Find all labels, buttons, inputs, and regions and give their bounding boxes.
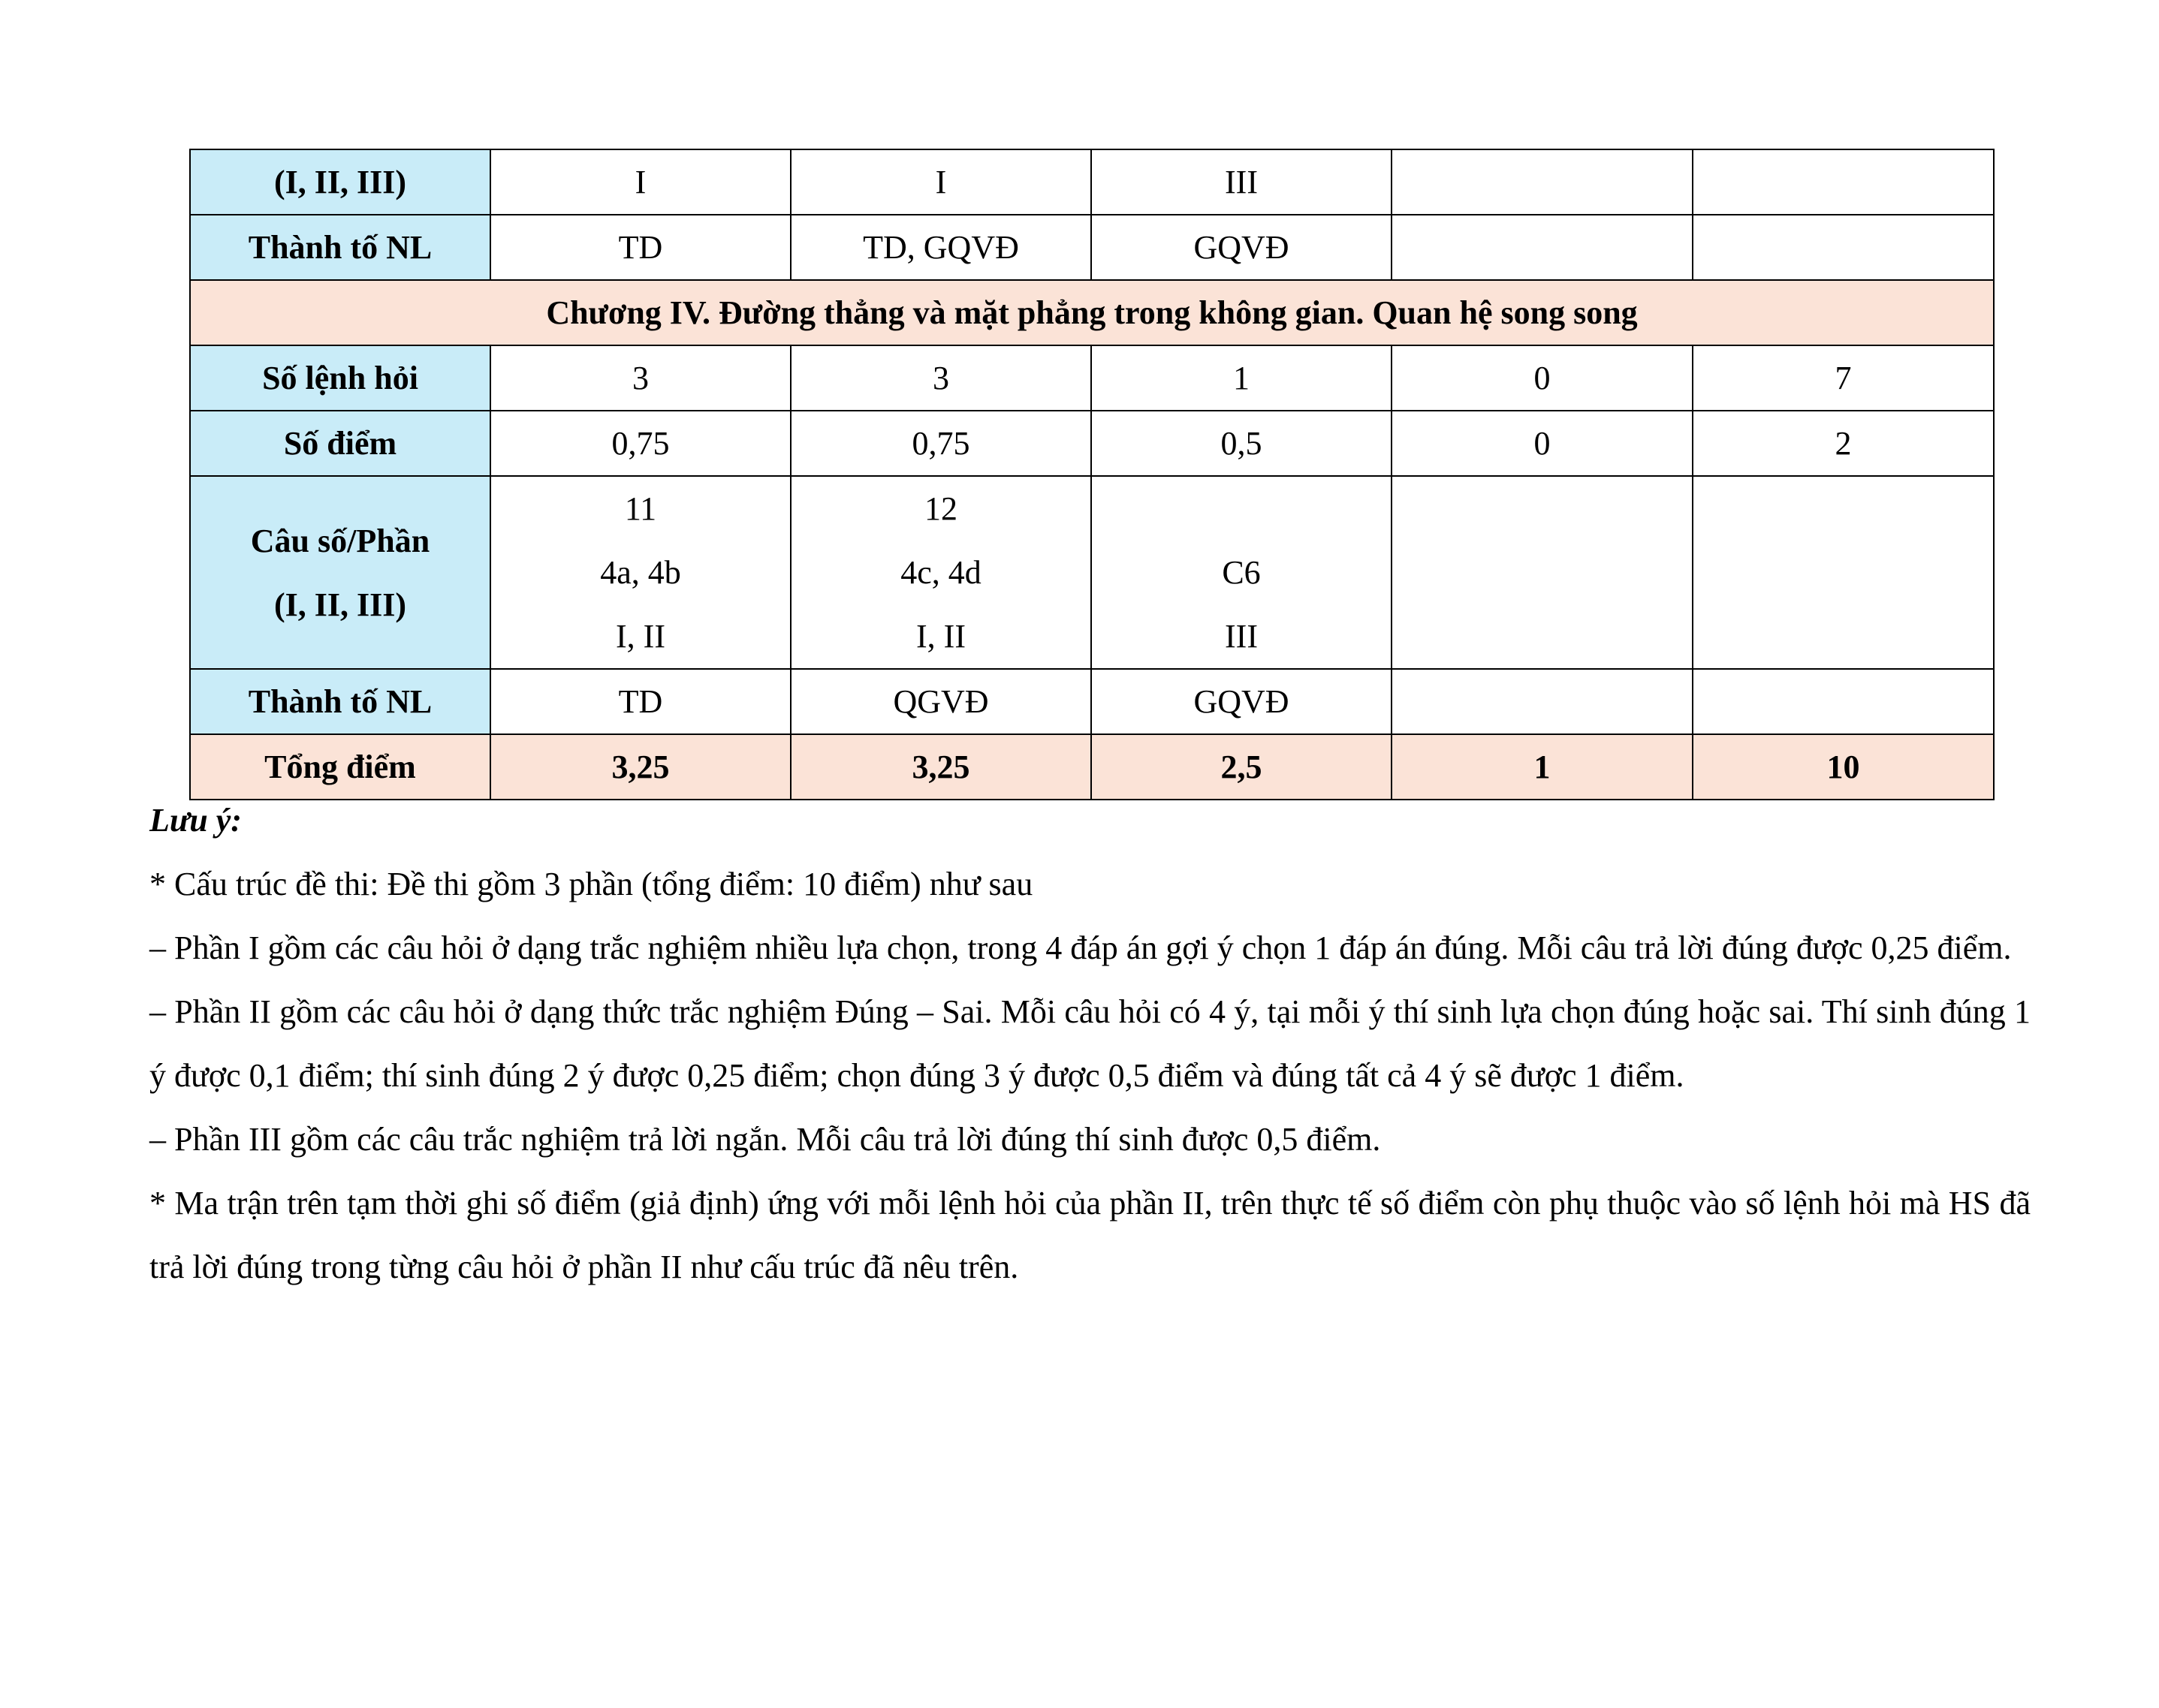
table-row-question-count [190, 345, 1994, 411]
note-matrix: * Ma trận trên tạm thời ghi số điểm (giả định) ứng với mỗi lệnh hỏi của phần II, trên thực tế số điểm còn phụ thuộc vào số lệnh hỏi mà HS đã trả lời đúng trong từng câu hỏi ở phần II như cấu trúc đã nêu trên. [149, 1185, 2031, 1285]
row-label: Số điểm [190, 411, 490, 476]
table-cell: 3,25 [791, 734, 1091, 800]
notes-title: Lưu ý: [149, 802, 242, 839]
table-cell: GQVĐ [1091, 669, 1392, 734]
row-label-line: (I, II, III) [273, 586, 407, 623]
cell-line: C6 [1222, 554, 1261, 591]
row-label: Số lệnh hỏi [190, 345, 490, 411]
table-cell: TD [490, 215, 791, 280]
table-cell [1693, 669, 1994, 734]
table-cell: III [1091, 149, 1392, 215]
table-cell: TD [490, 669, 791, 734]
table-row-question-part [190, 476, 1994, 669]
note-part-2: – Phần II gồm các câu hỏi ở dạng thức trắc nghiệm Đúng – Sai. Mỗi câu hỏi có 4 ý, tại mỗi ý thí sinh lựa chọn đúng hoặc sai. Thí sinh đúng 1 ý được 0,1 điểm; thí sinh đúng 2 ý được 0,25 điểm; chọn đúng 3 ý được 0,5 điểm và đúng tất cả 4 ý sẽ được 1 điểm. [149, 993, 2031, 1094]
row-label-line: Câu số/Phần [250, 522, 430, 559]
table-cell [1693, 476, 1994, 669]
row-label: Thành tố NL [190, 215, 490, 280]
table-row-competency [190, 215, 1994, 280]
table-cell: 1 [1392, 734, 1693, 800]
table-cell: 3 [490, 345, 791, 411]
table-cell: 0 [1392, 411, 1693, 476]
table-cell: GQVĐ [1091, 215, 1392, 280]
table-cell: 2 [1693, 411, 1994, 476]
table-row-chapter [190, 280, 1994, 345]
table-cell: 7 [1693, 345, 1994, 411]
cell-line: 4a, 4b [600, 554, 681, 591]
row-label: Tổng điểm [190, 734, 490, 800]
note-part-3: – Phần III gồm các câu trắc nghiệm trả lời ngắn. Mỗi câu trả lời đúng thí sinh được 0,5 điểm. [149, 1121, 1381, 1158]
notes-section [149, 788, 2031, 1299]
table-cell: 3 [791, 345, 1091, 411]
row-label: Thành tố NL [190, 669, 490, 734]
chapter-heading: Chương IV. Đường thẳng và mặt phẳng trong không gian. Quan hệ song song [190, 280, 1994, 345]
table-cell [1392, 476, 1693, 669]
cell-line: 11 [624, 490, 657, 527]
table-cell: QGVĐ [791, 669, 1091, 734]
cell-line: 12 [924, 490, 957, 527]
table-cell: 0,75 [490, 411, 791, 476]
row-label: (I, II, III) [190, 149, 490, 215]
table-row-part [190, 149, 1994, 215]
row-label [190, 476, 490, 669]
cell-line [1092, 477, 1391, 541]
table-cell: 2,5 [1091, 734, 1392, 800]
cell-line: I, II [916, 618, 966, 655]
table-cell: 10 [1693, 734, 1994, 800]
table-row-points [190, 411, 1994, 476]
cell-line: III [1225, 618, 1258, 655]
table-cell: 0 [1392, 345, 1693, 411]
table-cell: I [490, 149, 791, 215]
exam-matrix-table [189, 149, 1995, 800]
table-cell [1693, 149, 1994, 215]
table-cell [1091, 476, 1392, 669]
table-cell [1392, 669, 1693, 734]
table-cell: 3,25 [490, 734, 791, 800]
table-cell [1392, 215, 1693, 280]
table-cell: 0,5 [1091, 411, 1392, 476]
table-cell [490, 476, 791, 669]
cell-line: I, II [616, 618, 665, 655]
table-cell: 1 [1091, 345, 1392, 411]
table-cell [1392, 149, 1693, 215]
note-structure: * Cấu trúc đề thi: Đề thi gồm 3 phần (tổng điểm: 10 điểm) như sau [149, 866, 1033, 902]
table-cell: I [791, 149, 1091, 215]
table-row-competency [190, 669, 1994, 734]
note-part-1: – Phần I gồm các câu hỏi ở dạng trắc nghiệm nhiều lựa chọn, trong 4 đáp án gợi ý chọn 1 đáp án đúng. Mỗi câu trả lời đúng được 0,25 điểm. [149, 929, 2012, 966]
table-cell [791, 476, 1091, 669]
cell-line: 4c, 4d [900, 554, 982, 591]
table-cell [1693, 215, 1994, 280]
table-cell: 0,75 [791, 411, 1091, 476]
table-cell: TD, GQVĐ [791, 215, 1091, 280]
